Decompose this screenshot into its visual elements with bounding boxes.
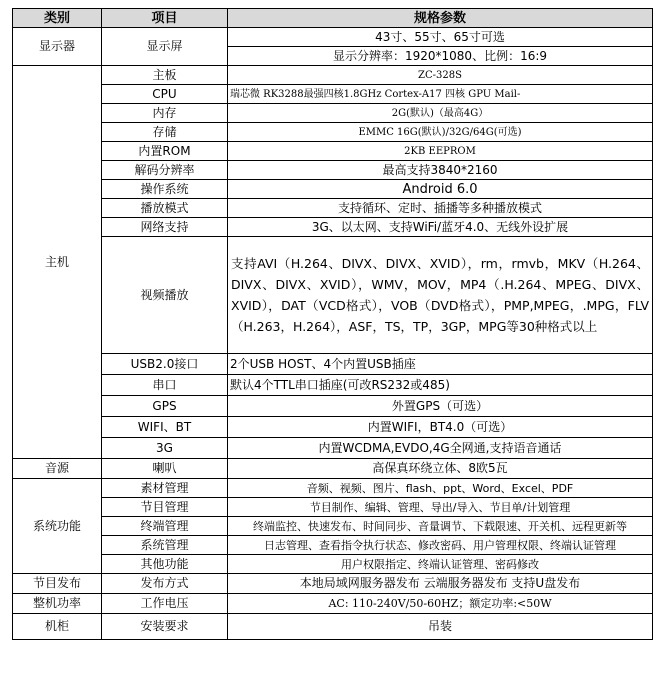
table-row <box>13 417 653 438</box>
item-speaker: 喇叭 <box>102 459 228 479</box>
item-cpu: CPU <box>102 85 228 104</box>
item-wifi-bt: WIFI、BT <box>102 417 228 438</box>
item-video-playback: 视频播放 <box>102 237 228 354</box>
item-other-functions: 其他功能 <box>102 555 228 574</box>
item-material-mgmt: 素材管理 <box>102 479 228 498</box>
table-row <box>13 614 653 640</box>
table-row <box>13 199 653 218</box>
table-row <box>13 459 653 479</box>
spec-cpu: 瑞芯微 RK3288最强四核1.8GHz Cortex-A17 四核 GPU Mail- <box>228 85 653 104</box>
spec-network: 3G、以太网、支持WiFi/蓝牙4.0、无线外设扩展 <box>228 218 653 237</box>
table-row <box>13 218 653 237</box>
spec-video-playback: 支持AVI（H.264、DIVX、DIVX、XVID），rm，rmvb，MKV（H.264、DIVX、DIVX、XVID），WMV，MOV，MP4（.H.264、MPEG、DIVX、XVID），DAT（VCD格式），VOB（DVD格式），PMP,MPEG，.MPG，FLV（H.263，H.264），ASF，TS，TP，3GP，MPG等30种格式以上 <box>228 237 653 354</box>
item-rom: 内置ROM <box>102 142 228 161</box>
spec-other-functions: 用户权限指定、终端认证管理、密码修改 <box>228 555 653 574</box>
category-power: 整机功率 <box>13 594 102 614</box>
table-row <box>13 479 653 498</box>
category-publish: 节目发布 <box>13 574 102 594</box>
item-os: 操作系统 <box>102 180 228 199</box>
spec-material-mgmt: 音频、视频、图片、flash、ppt、Word、Excel、PDF <box>228 479 653 498</box>
item-usb: USB2.0接口 <box>102 354 228 375</box>
spec-terminal-mgmt: 终端监控、快速发布、时间同步、音量调节、下载限速、开关机、远程更新等 <box>228 517 653 536</box>
table-row <box>13 536 653 555</box>
table-row <box>13 354 653 375</box>
spec-mainboard: ZC-328S <box>228 66 653 85</box>
spec-gps: 外置GPS（可选） <box>228 396 653 417</box>
item-terminal-mgmt: 终端管理 <box>102 517 228 536</box>
header-row <box>13 9 653 28</box>
table-row <box>13 396 653 417</box>
spec-display-resolution: 显示分辨率：1920*1080、比例：16:9 <box>228 47 653 66</box>
spec-os: Android 6.0 <box>228 180 653 199</box>
table-row <box>13 104 653 123</box>
spec-wifi-bt: 内置WIFI，BT4.0（可选） <box>228 417 653 438</box>
table-row <box>13 123 653 142</box>
spec-program-mgmt: 节目制作、编辑、管理、导出/导入、节目单/计划管理 <box>228 498 653 517</box>
spec-serial: 默认4个TTL串口插座(可改RS232或485) <box>228 375 653 396</box>
item-install-requirement: 安装要求 <box>102 614 228 640</box>
spec-rom: 2KB EEPROM <box>228 142 653 161</box>
header-spec: 规格参数 <box>228 9 653 28</box>
item-play-mode: 播放模式 <box>102 199 228 218</box>
spec-speaker: 高保真环绕立体、8欧5瓦 <box>228 459 653 479</box>
item-storage: 存储 <box>102 123 228 142</box>
spec-install-requirement: 吊装 <box>228 614 653 640</box>
table-row <box>13 517 653 536</box>
table-row <box>13 438 653 459</box>
spec-3g: 内置WCDMA,EVDO,4G全网通,支持语音通话 <box>228 438 653 459</box>
category-display: 显示器 <box>13 28 102 66</box>
table-row <box>13 237 653 354</box>
table-row <box>13 594 653 614</box>
header-item: 项目 <box>102 9 228 28</box>
table-row <box>13 85 653 104</box>
item-decode-resolution: 解码分辨率 <box>102 161 228 180</box>
table-row <box>13 161 653 180</box>
item-3g: 3G <box>102 438 228 459</box>
spec-decode-resolution: 最高支持3840*2160 <box>228 161 653 180</box>
table-row <box>13 498 653 517</box>
spec-system-mgmt: 日志管理、查看指令执行状态、修改密码、用户管理权限、终端认证管理 <box>228 536 653 555</box>
spec-display-sizes: 43寸、55寸、65寸可选 <box>228 28 653 47</box>
item-mainboard: 主板 <box>102 66 228 85</box>
item-system-mgmt: 系统管理 <box>102 536 228 555</box>
spec-working-voltage: AC: 110-240V/50-60HZ；额定功率:<50W <box>228 594 653 614</box>
table-row <box>13 375 653 396</box>
table-row <box>13 574 653 594</box>
category-host: 主机 <box>13 66 102 459</box>
spec-table <box>12 8 653 640</box>
spec-memory: 2G(默认)（最高4G） <box>228 104 653 123</box>
spec-storage: EMMC 16G(默认)/32G/64G(可选) <box>228 123 653 142</box>
spec-usb: 2个USB HOST、4个内置USB插座 <box>228 354 653 375</box>
category-audio: 音源 <box>13 459 102 479</box>
table-row <box>13 142 653 161</box>
item-gps: GPS <box>102 396 228 417</box>
table-row <box>13 28 653 47</box>
item-display-screen: 显示屏 <box>102 28 228 66</box>
table-row <box>13 180 653 199</box>
spec-publish-method: 本地局域网服务器发布 云端服务器发布 支持U盘发布 <box>228 574 653 594</box>
header-category: 类别 <box>13 9 102 28</box>
table-row <box>13 555 653 574</box>
item-working-voltage: 工作电压 <box>102 594 228 614</box>
item-program-mgmt: 节目管理 <box>102 498 228 517</box>
spec-play-mode: 支持循环、定时、插播等多种播放模式 <box>228 199 653 218</box>
table-row <box>13 66 653 85</box>
item-memory: 内存 <box>102 104 228 123</box>
item-serial: 串口 <box>102 375 228 396</box>
item-network: 网络支持 <box>102 218 228 237</box>
category-system: 系统功能 <box>13 479 102 574</box>
item-publish-method: 发布方式 <box>102 574 228 594</box>
category-cabinet: 机柜 <box>13 614 102 640</box>
